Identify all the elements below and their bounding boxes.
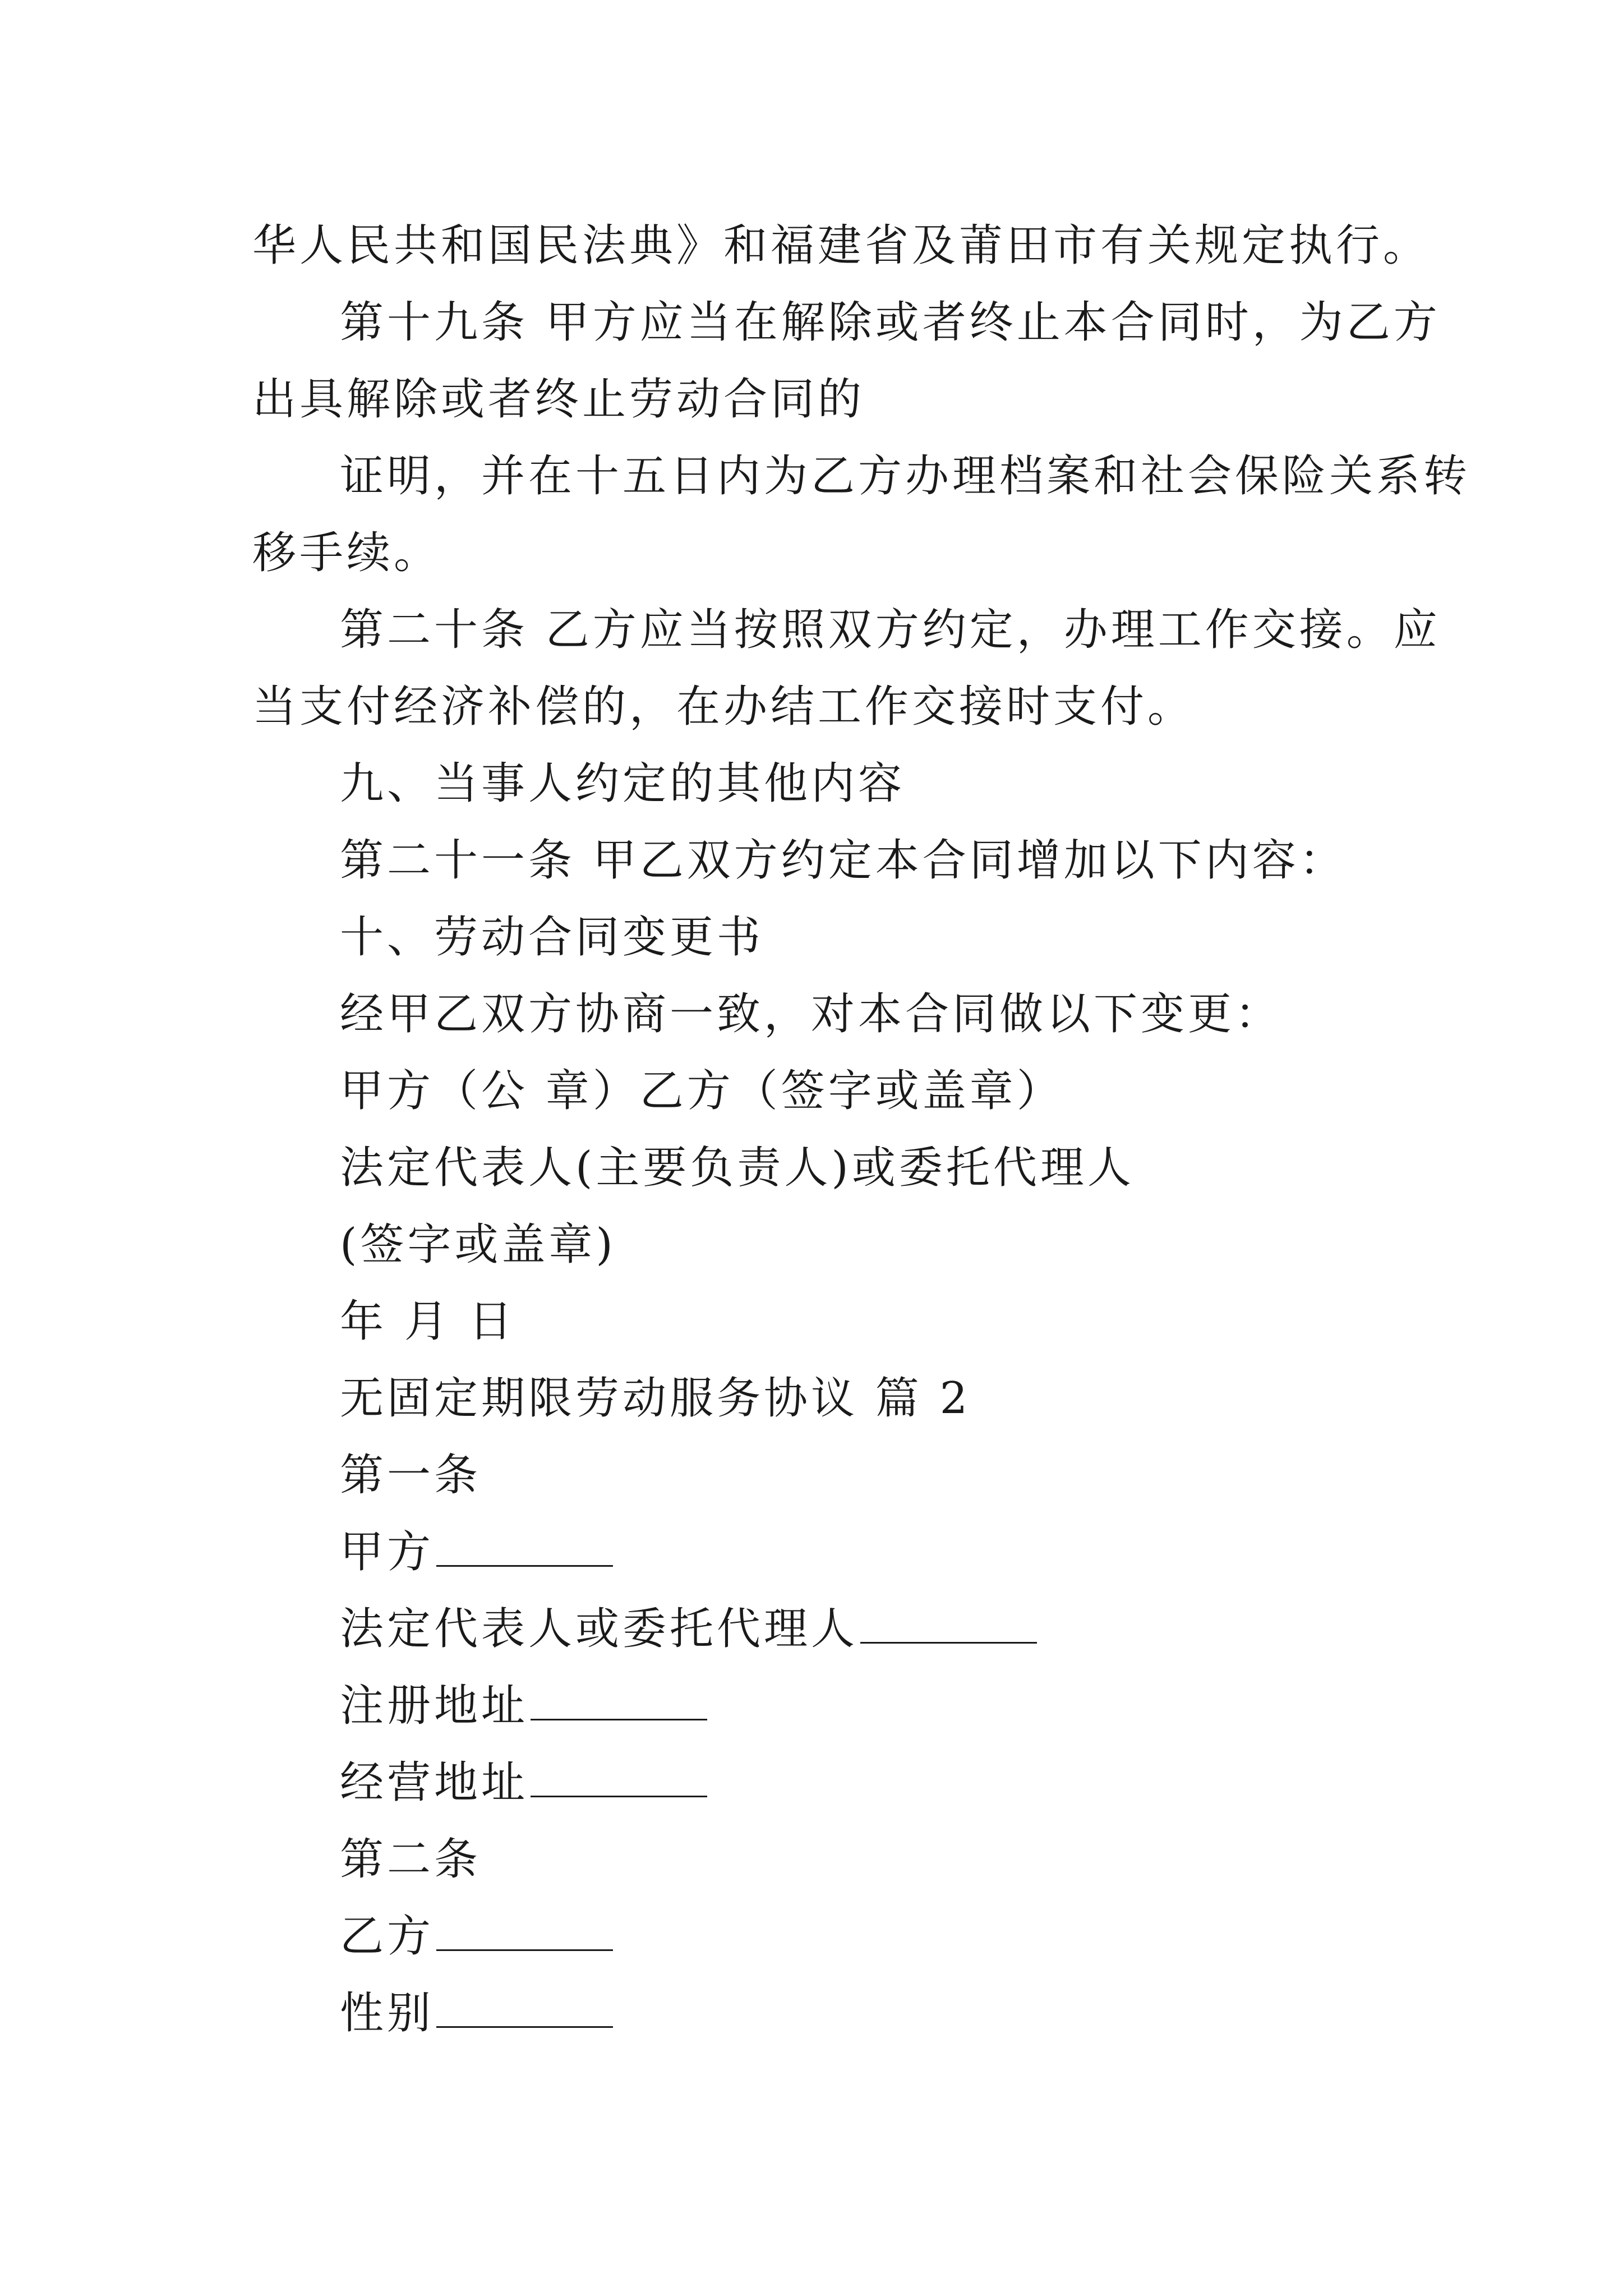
paragraph-line (252, 592, 1441, 669)
field-label: 乙方 (340, 1911, 435, 1962)
paragraph-line (252, 669, 1391, 746)
line-text: 移手续。 (252, 528, 441, 578)
field-label: 注册地址 (340, 1681, 529, 1731)
line-text: 第二条 (340, 1834, 482, 1885)
field-label: 法定代表人或委托代理人 (340, 1604, 859, 1654)
line-text: 证明，并在十五日内为乙方办理档案和社会保险关系转 (340, 451, 1471, 501)
line-text: 第十九条 甲方应当在解除或者终止本合同时，为乙方 (340, 297, 1441, 348)
fill-in-blank (860, 1607, 1037, 1644)
form-field-line (252, 1668, 1391, 1745)
fill-in-blank (436, 1915, 613, 1951)
section-heading (252, 899, 1391, 976)
fill-in-blank (436, 1530, 613, 1567)
paragraph-line (252, 208, 1431, 284)
signature-line (252, 1207, 1391, 1283)
paragraph-line (252, 438, 1471, 515)
fill-in-blank (531, 1684, 707, 1720)
line-text: 甲方（公 章）乙方（签字或盖章） (340, 1066, 1064, 1116)
form-field-line (252, 1591, 1391, 1668)
form-field-line (252, 1898, 1391, 1975)
section-heading (252, 746, 1391, 822)
article-heading (252, 1821, 1391, 1898)
line-text: 第二十一条 甲乙双方约定本合同增加以下内容： (340, 835, 1347, 886)
article-heading (252, 1437, 1391, 1514)
field-label: 性别 (340, 1988, 435, 2039)
line-text: 九、当事人约定的其他内容 (340, 758, 906, 809)
line-text: 法定代表人(主要负责人)或委托代理人 (340, 1143, 1135, 1193)
fill-in-blank (436, 1991, 613, 2028)
line-text: 无固定期限劳动服务协议 篇 2 (340, 1373, 971, 1424)
date-line (252, 1283, 1391, 1360)
line-text: 当支付经济补偿的，在办结工作交接时支付。 (252, 682, 1195, 732)
line-text: 经甲乙双方协商一致，对本合同做以下变更： (340, 989, 1283, 1039)
line-text: 第一条 (340, 1450, 482, 1501)
line-text: 十、劳动合同变更书 (340, 912, 764, 963)
line-text: 华人民共和国民法典》和福建省及莆田市有关规定执行。 (252, 220, 1431, 271)
line-text: 第二十条 乙方应当按照双方约定，办理工作交接。应 (340, 605, 1441, 655)
paragraph-line (252, 976, 1391, 1053)
paragraph-line (252, 822, 1391, 899)
section-heading (252, 1360, 1391, 1437)
paragraph-line (252, 515, 1391, 592)
signature-line (252, 1053, 1391, 1130)
line-text: 年 月 日 (340, 1296, 516, 1347)
form-field-line (252, 1745, 1391, 1821)
fill-in-blank (531, 1761, 707, 1797)
field-label: 甲方 (340, 1527, 435, 1577)
paragraph-line (252, 284, 1441, 361)
form-field-line (252, 1975, 1391, 2052)
paragraph-line (252, 361, 1391, 438)
document-body (252, 208, 1471, 2052)
form-field-line (252, 1514, 1391, 1591)
line-text: 出具解除或者终止劳动合同的 (252, 374, 865, 425)
field-label: 经营地址 (340, 1757, 529, 1808)
signature-line (252, 1130, 1391, 1207)
line-text: (签字或盖章) (340, 1220, 616, 1270)
